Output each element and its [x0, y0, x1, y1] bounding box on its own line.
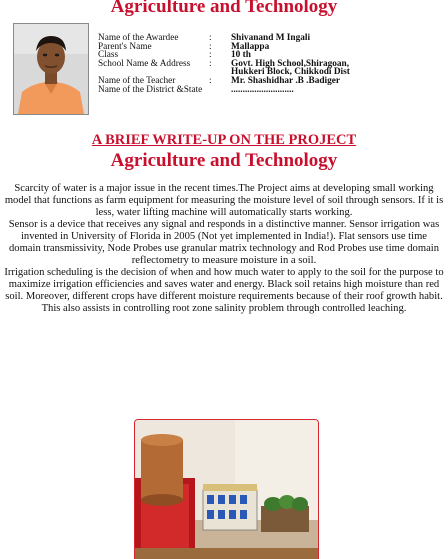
colon: : — [209, 41, 212, 52]
awardee-name-value: Shivanand M Ingali — [231, 33, 311, 43]
school-label: School Name & Address — [98, 58, 191, 69]
colon: : — [209, 58, 212, 69]
paragraph: Sensor is a device that receives any signal and responds in a distinctive manner. Sensor irrigation was invented in University of Florida in 2005 (Not yet implemented in India!). Flat sensors use time domain transmissivity, Node Probes use granular matrix technology and Rod Probes use time domain reflectometry to measure moisture in a soil. — [8, 219, 440, 267]
teacher-value: Mr. Shashidhar .B .Badiger — [231, 75, 341, 86]
paragraph: Irrigation scheduling is the decision of when and how much water to apply to the soil for the purpose to maximize irrigation efficiencies and saves water and energy. Black soil retains high moisture than red soil. Moreover, different crops have different moisture requirements because of their roof growth habit. — [4, 267, 444, 303]
colon: : — [209, 75, 212, 86]
awardee-photo — [13, 23, 89, 115]
school-value-line1: Govt. High School,Shiragoan, — [231, 58, 350, 69]
class-value: 10 th — [231, 50, 251, 61]
district-value: ........................... — [231, 84, 294, 95]
class-label: Class — [98, 50, 119, 61]
colon: : — [209, 33, 212, 43]
project-model-image — [135, 420, 318, 559]
paragraph: This also assists in controlling root zone salinity problem through controlled leaching. — [41, 303, 407, 315]
district-label: Name of the District &State — [98, 84, 203, 95]
colon: : — [209, 50, 212, 61]
write-up-body — [4, 183, 444, 316]
project-title: Agriculture and Technology — [110, 150, 338, 171]
awardee-name-label: Name of the Awardee — [98, 33, 179, 43]
write-up-heading: A BRIEF WRITE-UP ON THE PROJECT — [91, 132, 357, 148]
project-model-photo — [134, 419, 319, 559]
portrait-image — [14, 24, 88, 114]
paragraph: Scarcity of water is a major issue in the recent times.The Project aims at developing small working model that functions as farm equipment for measuring the moisture level of soil through sensors. If it is less, water lifting machine will automatically starts working. — [4, 183, 444, 219]
parent-name-label: Parent's Name — [98, 41, 152, 52]
school-value-line2: Hukkeri Block, Chikkodi Dist — [231, 67, 350, 78]
parent-name-value: Mallappa — [231, 41, 270, 52]
teacher-label: Name of the Teacher — [98, 75, 176, 86]
page-title: Agriculture and Technology — [110, 0, 338, 17]
